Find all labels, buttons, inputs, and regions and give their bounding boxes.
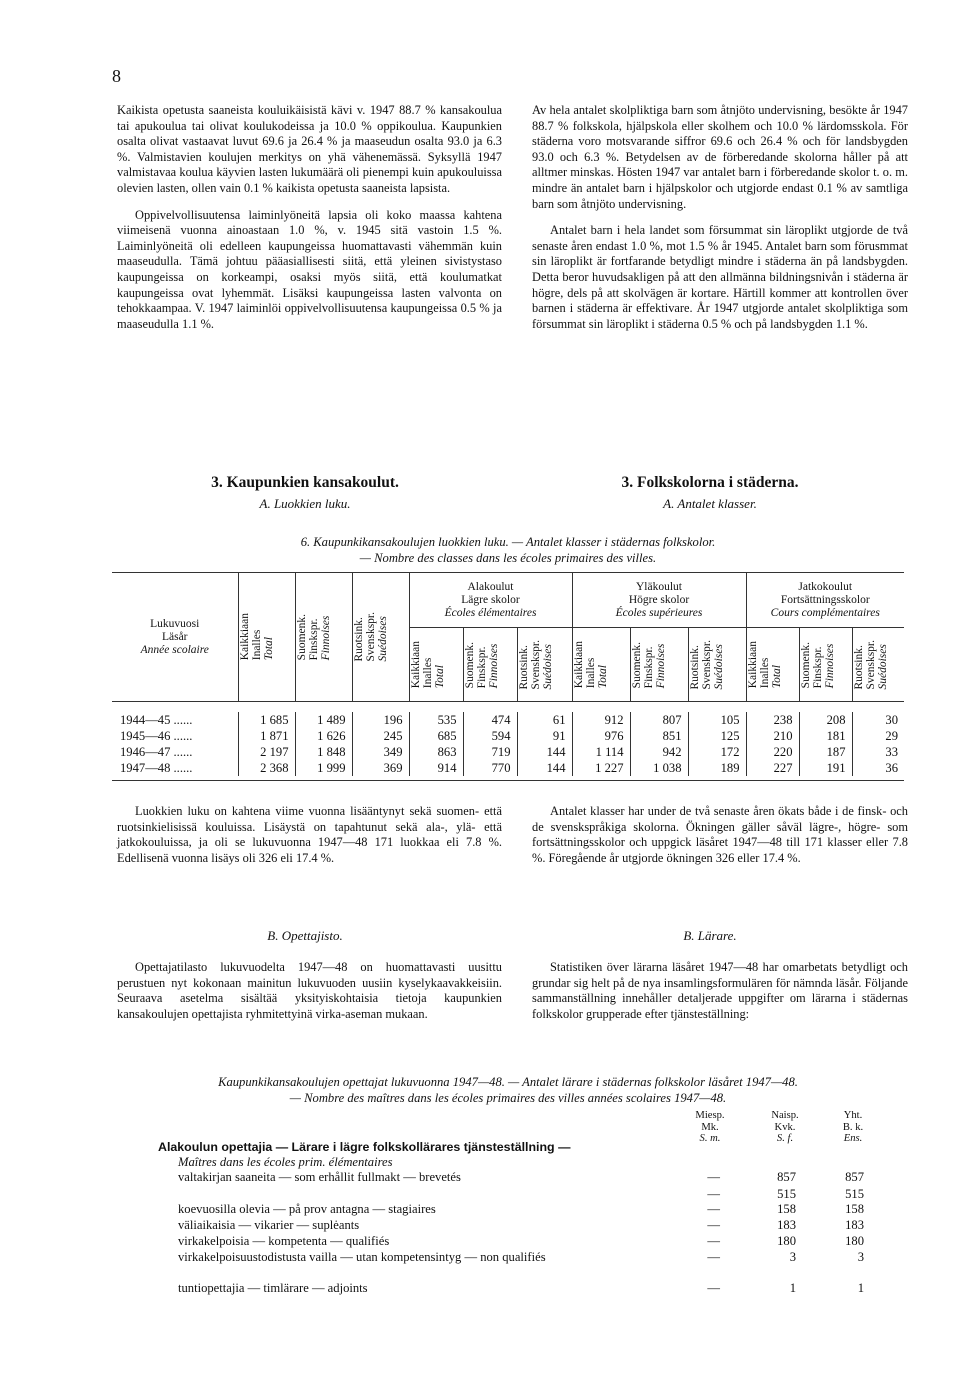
value-cell: 1 114 bbox=[572, 744, 630, 760]
value-cell: 942 bbox=[630, 744, 688, 760]
value-cell: 33 bbox=[852, 744, 904, 760]
value-cell: 30 bbox=[852, 712, 904, 728]
value-cell: 1 685 bbox=[238, 712, 295, 728]
paragraph: Antalet klasser har under de två senaste åren ökats både i de finsk- och de svenskspråkiga skolorna. Ökningen gäller såväl lägre-, högre- som fortsättningsskolor och uppgick läsåret 1947—48 till 171 klasser eller 7.8 %. Föregående år utgjorde ökningen 326 eller 17.4 %. bbox=[532, 804, 908, 865]
table-caption: 6. Kaupunkikansakoulujen luokkien luku. — Antalet klasser i städernas folkskolor. bbox=[300, 535, 716, 549]
value-cell: 181 bbox=[799, 728, 852, 744]
col-head-total: Yht. B. k. Ens. bbox=[842, 1110, 864, 1144]
value-cell: 208 bbox=[799, 712, 852, 728]
value-cell: 770 bbox=[463, 760, 517, 776]
paragraph: Kaikista opetusta saaneista kouluikäisistä kävi v. 1947 88.7 % kansakoulua tai apukoulua tai olivat koulukodeissa ja 10.0 % oppikoulua. Kaupunkien osalta olivat vastaavat luvut 69.6 ja 26.4 % ja maaseudun osalta 93.0 ja 6.3 %. Valmistavien koulujen merkitys on yhä vähenemässä. Syksyllä 1947 valmistavaa koulua käyvien lasten lukumäärä oli pienempi kuin apukouluissa olevien lasten, ollen vain 0.1 % kaikista opetusta saaneista lapsista. bbox=[117, 103, 502, 195]
value-cell: 1 626 bbox=[295, 728, 352, 744]
col-head-men: Miesp. Mk. S. m. bbox=[695, 1110, 725, 1144]
value-cell: 863 bbox=[409, 744, 463, 760]
value-cell: 210 bbox=[746, 728, 799, 744]
table-caption-fr: — Nombre des classes dans les écoles primaires des villes. bbox=[359, 551, 657, 565]
value-cell: 535 bbox=[409, 712, 463, 728]
value-cell: 189 bbox=[688, 760, 746, 776]
value-cell: 36 bbox=[852, 760, 904, 776]
classes-table bbox=[112, 572, 904, 781]
teachers-row-label: väliaikaisia — vikarier — suplėants bbox=[178, 1218, 360, 1232]
teachers-value: 3 bbox=[789, 1250, 796, 1264]
value-cell: 144 bbox=[517, 744, 572, 760]
value-cell: 191 bbox=[799, 760, 852, 776]
section-title-sv: 3. Folkskolorna i städerna. bbox=[621, 474, 799, 491]
year-cell: 1946—47 ...... bbox=[120, 744, 193, 759]
group-head-lower: Alakoulut Lägre skolor Écoles élémentaires bbox=[409, 573, 572, 628]
year-cell: 1945—46 ...... bbox=[120, 728, 193, 743]
after-table-fi bbox=[117, 804, 502, 877]
section-title-fi: 3. Kaupunkien kansakoulut. bbox=[211, 474, 399, 491]
value-cell: 976 bbox=[572, 728, 630, 744]
col-head-swedish: Ruotsink. Svenskspr. Suédoises bbox=[688, 628, 746, 702]
value-cell: 719 bbox=[463, 744, 517, 760]
teachers-value: 857 bbox=[845, 1170, 864, 1184]
paragraph: Opettajatilasto lukuvuodelta 1947—48 on huomattavasti uusittu perustuen nyt kokonaan mainitun lukuvuoden uusiin kyselykaavakkeisiin. Seuraava asetelma sisältää yksityiskohtaisia tietoja kaupunkien kansakoulujen opettajista ryhmitettyinä virka-aseman mukaan. bbox=[117, 960, 502, 1021]
value-cell: 2 368 bbox=[238, 760, 295, 776]
col-head-swedish: Ruotsink. Svenskspr. Suédoises bbox=[852, 628, 904, 702]
teachers-value: — bbox=[707, 1250, 720, 1264]
value-cell: 807 bbox=[630, 712, 688, 728]
teachers-row-label: valtakirjan saaneita — som erhållit fullmakt — brevetés bbox=[178, 1170, 461, 1184]
col-head-total: Kaikkiaan Inalles Total bbox=[572, 628, 630, 702]
value-cell: 474 bbox=[463, 712, 517, 728]
paragraph: Antalet barn i hela landet som försummat sin läroplikt utgjorde de två senaste åren endast 1.0 %, mot 1.5 % år 1945. Antalet barn som förusmmat sin läroplikt är fortfarande betydligt mindre i städerna än på landsbygden. Detta beror huvudsakligen på att den allmänna bildningsnivån i städerna är högre, dels på att skolvägen är kortare. Härtill kommer att kontrollen över barnen i städerna är effektivare. År 1947 utgjorde antalet skolpliktiga som försummat sin läroplikt i städerna 0.5 % och på landsbygden 1.1 %. bbox=[532, 223, 908, 331]
value-cell: 349 bbox=[352, 744, 409, 760]
value-cell: 1 227 bbox=[572, 760, 630, 776]
col-head-swedish: Ruotsink. Svenskspr. Suédoises bbox=[517, 628, 572, 702]
page-number: 8 bbox=[112, 66, 121, 86]
table-row bbox=[112, 728, 904, 744]
table-row bbox=[112, 744, 904, 760]
teachers-value: 183 bbox=[845, 1218, 864, 1232]
value-cell: 220 bbox=[746, 744, 799, 760]
value-cell: 187 bbox=[799, 744, 852, 760]
teachers-value: — bbox=[707, 1187, 720, 1201]
group-head-continuation: Jatkokoulut Fortsättningsskolor Cours complémentaires bbox=[746, 573, 904, 628]
teachers-group-head-fr: Maîtres dans les écoles prim. élémentaires bbox=[178, 1155, 393, 1169]
table-row bbox=[112, 760, 904, 776]
value-cell: 685 bbox=[409, 728, 463, 744]
section-b-title-fi: B. Opettajisto. bbox=[267, 928, 343, 943]
teachers-value: 3 bbox=[857, 1250, 864, 1264]
value-cell: 1 848 bbox=[295, 744, 352, 760]
value-cell: 172 bbox=[688, 744, 746, 760]
paragraph: Luokkien luku on kahtena viime vuonna lisääntynyt sekä suomen- että ruotsinkielisissä kouluissa. Lisäystä on tapahtunut sekä ala-, ylä- että jatkokouluissa, ja oli se lukuvuonna 1947—48 171 luokkaa eli 7.8 %. Edellisenä vuonna lisäys oli 326 eli 17.4 %. bbox=[117, 804, 502, 865]
left-column bbox=[117, 103, 502, 343]
value-cell: 1 489 bbox=[295, 712, 352, 728]
year-cell: 1947—48 ...... bbox=[120, 760, 193, 775]
paragraph: Av hela antalet skolpliktiga barn som åtnjöto undervisning, besökte år 1947 88.7 % folkskola, hjälpskola eller skolhem och 10.0 % lärdomsskola. För städerna voro motsvarande siffror 69.6 och 26.4 % och för landsbygden 93.0 och 6.3 %. Betydelsen av de förberedande skolorna håller på att alltmer minskas. Hösten 1947 var antalet barn i förberedande skolor t. o. m. mindre än antalet barn i hjälpskolor och utgjorde endast 0.1 % av samtliga barn som åtnjöto undervisning. bbox=[532, 103, 908, 211]
teachers-value: 857 bbox=[777, 1170, 796, 1184]
value-cell: 594 bbox=[463, 728, 517, 744]
value-cell: 61 bbox=[517, 712, 572, 728]
teachers-value: — bbox=[707, 1202, 720, 1216]
teachers-row-label: virkakelpoisia — kompetenta — qualifiés bbox=[178, 1234, 390, 1248]
after-table-sv bbox=[532, 804, 908, 877]
value-cell: 912 bbox=[572, 712, 630, 728]
col-head-swedish: Ruotsink. Svenskspr. Suédoises bbox=[352, 573, 409, 702]
teachers-caption-fr: — Nombre des maîtres dans les écoles primaires des villes années scolaires 1947—48. bbox=[289, 1091, 727, 1105]
teachers-row-label: tuntiopettajia — timlärare — adjoints bbox=[178, 1281, 368, 1295]
teachers-value: 1 bbox=[857, 1281, 864, 1295]
teachers-value: 180 bbox=[845, 1234, 864, 1248]
value-cell: 238 bbox=[746, 712, 799, 728]
paragraph: Oppivelvollisuutensa laiminlyöneitä lapsia oli koko maassa kahtena viimeisenä vuonna ainoastaan 1.0 %, v. 1945 sitä vastoin 1.5 %. Laiminlyöneitä oli edelleen kaupungeissa huomattavasti vähemmän kuin maaseudulla. Tämä johtuu pääasiallisesti siitä, että yleinen sivistystaso kaupungeissa on korkeampi, osaksi myös siitä, että koulumatkat kaupungeissa ovat lyhemmät. Lisäksi kaupungeissa lasten valvonta on tehokkaampaa. V. 1947 laiminlöi oppivelvollisuutensa kaupungeissa 0.5 % ja maaseudulla 1.1 %. bbox=[117, 207, 502, 331]
paragraph: Statistiken över lärarna läsåret 1947—48 har omarbetats betydligt och grundar sig helt på de nya insamlingsformulären för nämnda läsår. Följande sammanställning innehåller detaljerade uppgifter om lärarna i städernas folkskolor grupperade efter tjänsteställning: bbox=[532, 960, 908, 1021]
value-cell: 196 bbox=[352, 712, 409, 728]
col-head-total: Kaikkiaan Inalles Total bbox=[409, 628, 463, 702]
value-cell: 851 bbox=[630, 728, 688, 744]
teachers-value: 515 bbox=[845, 1187, 864, 1201]
col-head-women: Naisp. Kvk. S. f. bbox=[771, 1110, 799, 1144]
teachers-value: — bbox=[707, 1218, 720, 1232]
teachers-group-head: Alakoulun opettajia — Lärare i lägre folkskollärares tjänsteställning — bbox=[158, 1140, 571, 1154]
col-head-finnish: Suomenk. Finskspr. Finnoises bbox=[630, 628, 688, 702]
value-cell: 1 871 bbox=[238, 728, 295, 744]
group-head-upper: Yläkoulut Högre skolor Écoles supérieures bbox=[572, 573, 746, 628]
teachers-value: 158 bbox=[777, 1202, 796, 1216]
section-b-text-sv bbox=[532, 960, 908, 1033]
value-cell: 29 bbox=[852, 728, 904, 744]
col-head-total: Kaikkiaan Inalles Total bbox=[746, 628, 799, 702]
section-b-title-sv: B. Lärare. bbox=[683, 928, 737, 943]
teachers-value: — bbox=[707, 1281, 720, 1295]
year-header: Lukuvuosi Läsår Année scolaire bbox=[112, 573, 238, 702]
section-b-text-fi bbox=[117, 960, 502, 1033]
table-row bbox=[112, 712, 904, 728]
teachers-value: — bbox=[707, 1234, 720, 1248]
section-subtitle-fi: A. Luokkien luku. bbox=[259, 496, 351, 511]
value-cell: 1 999 bbox=[295, 760, 352, 776]
value-cell: 91 bbox=[517, 728, 572, 744]
value-cell: 914 bbox=[409, 760, 463, 776]
col-head-total: Kaikkiaan Inalles Total bbox=[238, 573, 295, 702]
value-cell: 105 bbox=[688, 712, 746, 728]
section-subtitle-sv: A. Antalet klasser. bbox=[663, 496, 757, 511]
value-cell: 369 bbox=[352, 760, 409, 776]
value-cell: 1 038 bbox=[630, 760, 688, 776]
teachers-value: 180 bbox=[777, 1234, 796, 1248]
teachers-value: 1 bbox=[789, 1281, 796, 1295]
value-cell: 2 197 bbox=[238, 744, 295, 760]
teachers-row-label: virkakelpoisuustodistusta vailla — utan kompetensintyg — non qualifiés bbox=[178, 1250, 546, 1264]
teachers-value: 158 bbox=[845, 1202, 864, 1216]
teachers-caption: Kaupunkikansakoulujen opettajat lukuvuonna 1947—48. — Antalet lärare i städernas folkskolor läsåret 1947—48. bbox=[218, 1075, 798, 1089]
teachers-value: 183 bbox=[777, 1218, 796, 1232]
col-head-finnish: Suomenk. Finskspr. Finnoises bbox=[799, 628, 852, 702]
table-body bbox=[112, 712, 904, 776]
year-cell: 1944—45 ...... bbox=[120, 712, 193, 727]
col-head-finnish: Suomenk. Finskspr. Finnoises bbox=[463, 628, 517, 702]
value-cell: 144 bbox=[517, 760, 572, 776]
value-cell: 125 bbox=[688, 728, 746, 744]
teachers-row-label: koevuosilla olevia — på prov antagna — stagiaires bbox=[178, 1202, 436, 1216]
value-cell: 245 bbox=[352, 728, 409, 744]
col-head-finnish: Suomenk. Finskspr. Finnoises bbox=[295, 573, 352, 702]
value-cell: 227 bbox=[746, 760, 799, 776]
right-column bbox=[532, 103, 908, 343]
teachers-value: — bbox=[707, 1170, 720, 1184]
teachers-value: 515 bbox=[777, 1187, 796, 1201]
